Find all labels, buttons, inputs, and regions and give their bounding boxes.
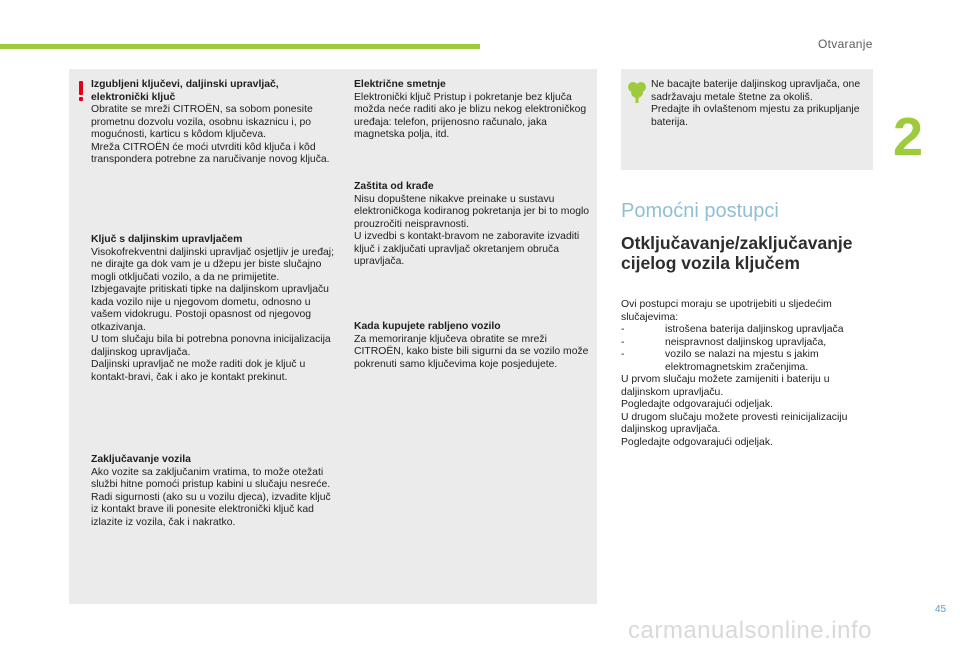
- remote-key-note: [91, 234, 336, 384]
- note-heading: Zaključavanje vozila: [91, 454, 191, 465]
- list-item: - vozilo se nalazi na mjestu s jakim elektromagnetskim zračenjima.: [621, 349, 876, 374]
- list-item: - neispravnost daljinskog upravljača,: [621, 337, 876, 350]
- list-item: - istrošena baterija daljinskog upravljača: [621, 324, 876, 337]
- page-number: 45: [935, 604, 947, 615]
- note-text: Obratite se mreži CITROËN, sa sobom ponesite prometnu dozvolu vozila, osobnu iskaznicu i, po mogućnosti, karticu s kôdom ključeva. Mreža CITROËN će moći utvrditi kôd ključa i kôd transpondera potrebne za naručivanje novog ključa.: [91, 104, 330, 165]
- used-vehicle-note: [354, 321, 594, 371]
- note-text: Visokofrekventni daljinski upravljač osjetljiv je uređaj; ne dirajte ga dok vam je u džepu jer biste slučajno mogli otključati vozilo, a da ne primijetite. Izbjegavajte pritiskati tipke na daljinskom upravljaču kada vozilo nije u njegovom dometu, odnosno u vašem vidokrugu. Postoji opasnost od njegovog otkazivanja. U tom slučaju bila bi potrebna ponovna inicijalizacija daljinskog upravljača. Daljinski upravljač ne može raditi dok je ključ u kontakt-bravi, čak i ako je kontakt prekinut.: [91, 246, 334, 383]
- procedures-title: Pomoćni postupci: [621, 200, 779, 222]
- eco-note: Ne bacajte baterije daljinskog upravljača, one sadržavaju metale štetne za okoliš. Predajte ih ovlaštenom mjestu za prikupljanje baterija.: [651, 79, 861, 128]
- watermark: carmanualsonline.info: [628, 617, 872, 644]
- chapter-number: 2: [893, 107, 924, 167]
- procedures-intro: Ovi postupci moraju se upotrijebiti u sljedećim slučajevima:: [621, 299, 832, 323]
- exclamation-icon: [74, 80, 88, 102]
- procedures-outro: U prvom slučaju možete zamijeniti i bateriju u daljinskom upravljaču. Pogledajte odgovarajući odjeljak. U drugom slučaju možete provesti reinicijalizaciju daljinskog upravljača. Pogledajte odgovarajući odjeljak.: [621, 374, 848, 448]
- section-title: Otvaranje: [818, 37, 873, 51]
- tree-icon: [626, 80, 648, 104]
- note-heading: Električne smetnje: [354, 79, 446, 90]
- note-heading: Zaštita od krađe: [354, 181, 434, 192]
- note-heading: Ključ s daljinskim upravljačem: [91, 234, 243, 245]
- note-text: Ako vozite sa zaključanim vratima, to može otežati službi hitne pomoći pristup kabini u slučaju nesreće. Radi sigurnosti (ako su u vozilu djeca), izvadite ključ iz kontakt brave ili ponesite elektronički ključ kad izlazite iz vozila, čak i nakratko.: [91, 466, 331, 528]
- note-text: Nisu dopuštene nikakve preinake u sustavu elektroničkoga kodiranog pokretanja jer bi to moglo prouzročiti neispravnosti. U izvedbi s kontakt-bravom ne zaboravite izvaditi ključ i zaključati upravljač okretanjem obruča upravljača.: [354, 193, 590, 267]
- lost-keys-note: [91, 79, 336, 167]
- note-heading: Izgubljeni ključevi, daljinski upravljač, elektronički ključ: [91, 79, 279, 103]
- procedures-body: [621, 299, 876, 449]
- header-accent-bar: [0, 44, 480, 49]
- note-text: Za memoriranje ključeva obratite se mreži CITROËN, kako biste bili sigurni da se vozilo može pokrenuti samo ključevima koje posjedujete.: [354, 333, 589, 370]
- procedures-subtitle: Otključavanje/zaključavanje cijelog vozila ključem: [621, 233, 853, 273]
- note-heading: Kada kupujete rabljeno vozilo: [354, 321, 501, 332]
- electrical-interference-note: [354, 79, 594, 142]
- vehicle-locking-note: [91, 454, 336, 529]
- note-text: Elektronički ključ Pristup i pokretanje bez ključa možda neće raditi ako je blizu nekog elektroničkog uređaja: telefon, prijenosno računalo, jaka magnetska polja, itd.: [354, 91, 587, 140]
- anti-theft-note: [354, 181, 594, 269]
